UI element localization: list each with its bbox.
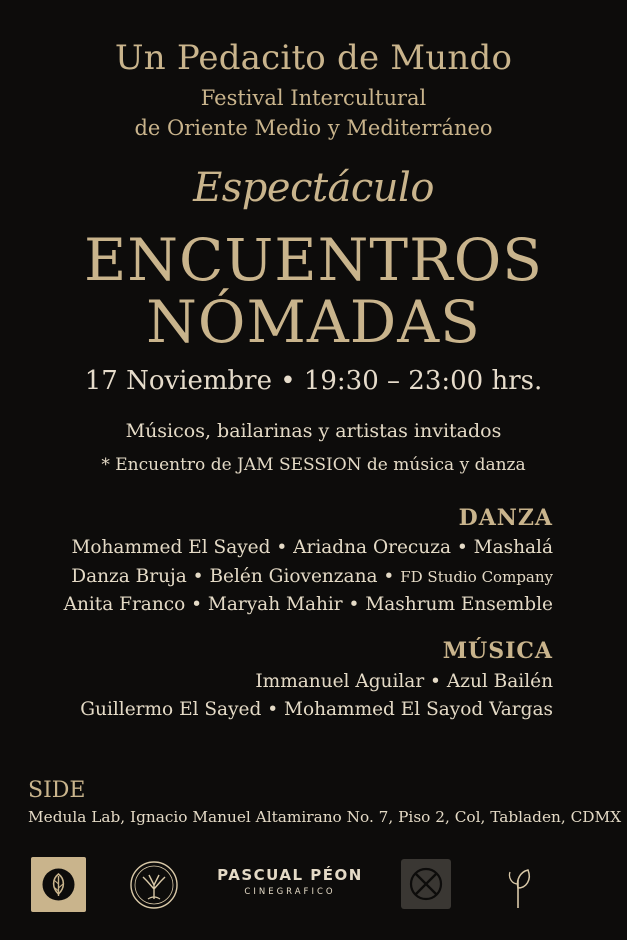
musica-line: Guillermo El Sayed • Mohammed El Sayod Vargas [80, 699, 553, 720]
pascual-peon-name: PASCUAL PÉON [217, 866, 363, 884]
danza-line: Mohammed El Sayed • Ariadna Orecuza • Mashalá [71, 537, 553, 558]
show-type-script: Espectáculo [193, 165, 434, 211]
invite-line: Músicos, bailarinas y artistas invitados [125, 420, 502, 442]
pascual-peon-logo [215, 866, 365, 897]
x-circle-icon [401, 859, 451, 909]
jam-session-line: * Encuentro de JAM SESSION de música y danza [101, 455, 526, 475]
venue-label: SIDE [28, 778, 86, 803]
pascual-peon-tagline: CINEGRAFICO [244, 887, 336, 897]
date-time-line: 17 Noviembre • 19:30 – 23:00 hrs. [84, 366, 543, 396]
leaf-emblem-icon [31, 857, 86, 912]
headline-line2: NÓMADAS [146, 288, 481, 356]
musica-line: Immanuel Aguilar • Azul Bailén [255, 671, 553, 692]
festival-subtitle-line1: Festival Intercultural [200, 86, 427, 110]
headline-line1: ENCUENTROS [83, 226, 544, 294]
festival-subtitle-line2: de Oriente Medio y Mediterráneo [134, 116, 493, 140]
danza-line-main: Danza Bruja • Belén Giovenzana • [71, 566, 395, 587]
danza-line: Anita Franco • Maryah Mahir • Mashrum Ensemble [63, 594, 553, 615]
venue-address: Medula Lab, Ignacio Manuel Altamirano No. 7, Piso 2, Col, Tabladen, CDMX [28, 808, 622, 826]
festival-title: Un Pedacito de Mundo [114, 38, 513, 78]
danza-line [71, 566, 553, 587]
danza-heading: DANZA [458, 505, 553, 531]
sprout-icon [500, 858, 540, 912]
musica-heading: MÚSICA [442, 638, 553, 664]
danza-line-small: FD Studio Company [400, 568, 553, 586]
tree-emblem-icon [128, 859, 180, 911]
